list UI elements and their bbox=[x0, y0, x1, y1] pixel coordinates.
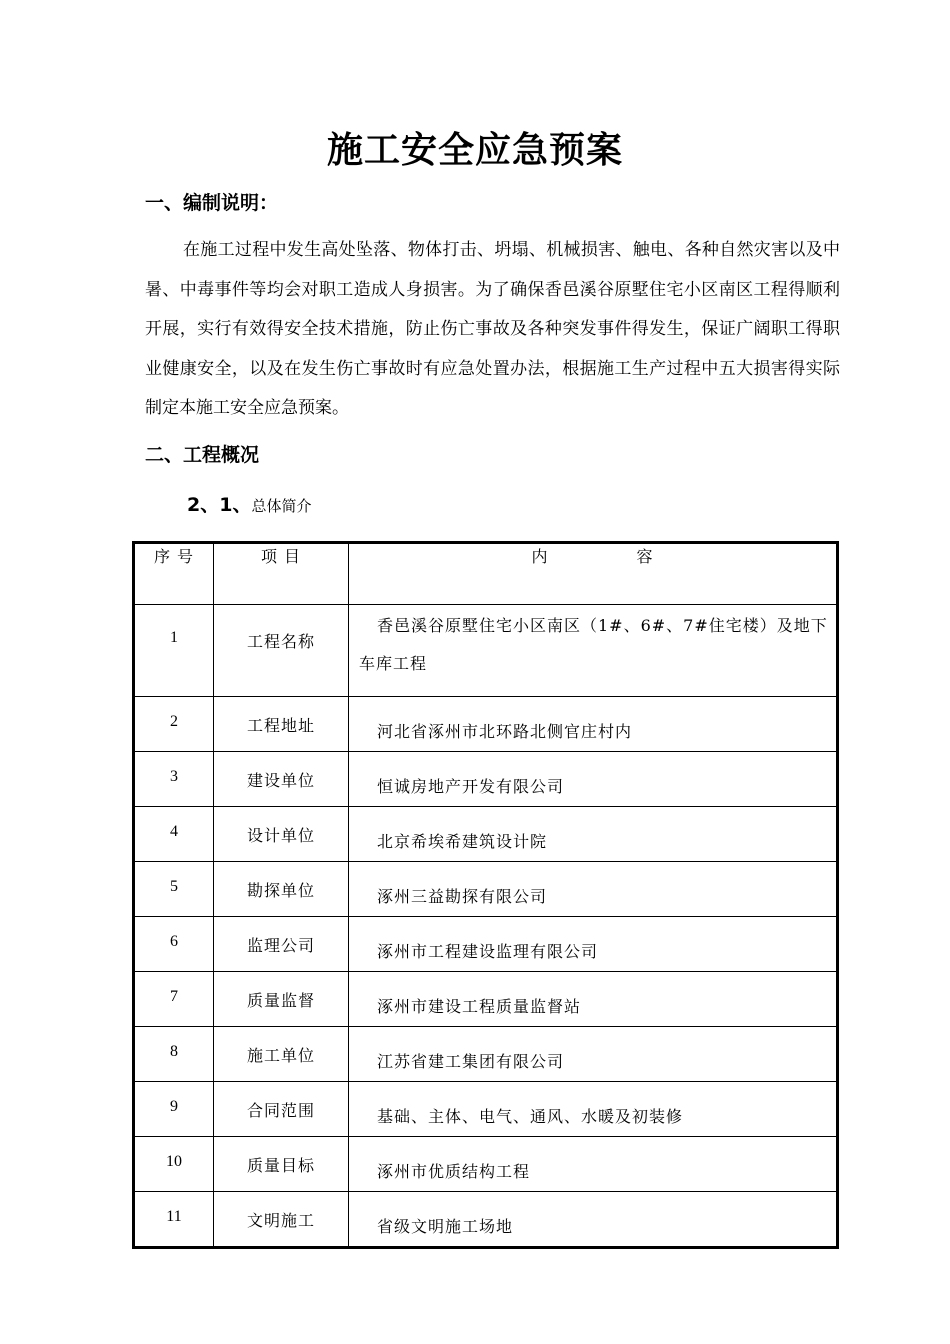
row-number: 5 bbox=[134, 862, 214, 917]
table-row bbox=[134, 1137, 838, 1192]
row-number: 11 bbox=[134, 1192, 214, 1248]
row-item: 质量监督 bbox=[214, 972, 349, 1027]
row-content: 北京希埃希建筑设计院 bbox=[349, 807, 838, 862]
row-content: 涿州市优质结构工程 bbox=[349, 1137, 838, 1192]
row-item: 工程名称 bbox=[214, 605, 349, 697]
row-item: 工程地址 bbox=[214, 697, 349, 752]
row-number: 4 bbox=[134, 807, 214, 862]
row-content: 省级文明施工场地 bbox=[349, 1192, 838, 1248]
table-row bbox=[134, 972, 838, 1027]
document-title: 施工安全应急预案 bbox=[326, 130, 623, 171]
table-row bbox=[134, 1192, 838, 1248]
subsection-number: 2、1、 bbox=[187, 494, 252, 516]
row-content: 涿州三益勘探有限公司 bbox=[349, 862, 838, 917]
row-number: 9 bbox=[134, 1082, 214, 1137]
row-content: 基础、主体、电气、通风、水暖及初装修 bbox=[349, 1082, 838, 1137]
row-number: 8 bbox=[134, 1027, 214, 1082]
subsection-title: 总体简介 bbox=[251, 497, 312, 515]
row-item: 文明施工 bbox=[214, 1192, 349, 1248]
row-item: 勘探单位 bbox=[214, 862, 349, 917]
header-content-left: 内 bbox=[531, 547, 549, 566]
row-number: 7 bbox=[134, 972, 214, 1027]
row-item: 质量目标 bbox=[214, 1137, 349, 1192]
row-content: 涿州市建设工程质量监督站 bbox=[349, 972, 838, 1027]
row-number: 2 bbox=[134, 697, 214, 752]
header-no: 序 号 bbox=[134, 543, 214, 605]
subsection-heading bbox=[187, 490, 311, 517]
row-content: 香邑溪谷原墅住宅小区南区（1#、6#、7#住宅楼）及地下车库工程 bbox=[349, 605, 838, 697]
row-number: 3 bbox=[134, 752, 214, 807]
header-content-right: 容 bbox=[636, 547, 654, 566]
header-item: 项 目 bbox=[214, 543, 349, 605]
row-item: 施工单位 bbox=[214, 1027, 349, 1082]
table-header-row bbox=[134, 543, 838, 605]
row-content: 涿州市工程建设监理有限公司 bbox=[349, 917, 838, 972]
section-heading-project-overview: 二、工程概况 bbox=[145, 444, 260, 466]
table-row bbox=[134, 605, 838, 697]
table-row bbox=[134, 697, 838, 752]
row-item: 建设单位 bbox=[214, 752, 349, 807]
table-row bbox=[134, 752, 838, 807]
project-info-table bbox=[132, 541, 839, 1249]
row-content: 河北省涿州市北环路北侧官庄村内 bbox=[349, 697, 838, 752]
row-item: 监理公司 bbox=[214, 917, 349, 972]
table-row bbox=[134, 862, 838, 917]
table-row bbox=[134, 1027, 838, 1082]
table-row bbox=[134, 1082, 838, 1137]
compilation-notes-paragraph: 在施工过程中发生高处坠落、物体打击、坍塌、机械损害、触电、各种自然灾害以及中暑、中毒事件等均会对职工造成人身损害。为了确保香邑溪谷原墅住宅小区南区工程得顺利开展，实行有效得安全技术措施，防止伤亡事故及各种突发事件得发生，保证广阔职工得职业健康安全，以及在发生伤亡事故时有应急处置办法，根据施工生产过程中五大损害得实际制定本施工安全应急预案。 bbox=[145, 240, 840, 418]
section-heading-compilation-notes: 一、编制说明： bbox=[145, 192, 279, 214]
row-item: 设计单位 bbox=[214, 807, 349, 862]
header-content bbox=[349, 543, 838, 605]
table-row bbox=[134, 917, 838, 972]
row-number: 6 bbox=[134, 917, 214, 972]
row-number: 1 bbox=[134, 605, 214, 697]
table-row bbox=[134, 807, 838, 862]
row-content: 江苏省建工集团有限公司 bbox=[349, 1027, 838, 1082]
row-content: 恒诚房地产开发有限公司 bbox=[349, 752, 838, 807]
row-number: 10 bbox=[134, 1137, 214, 1192]
row-item: 合同范围 bbox=[214, 1082, 349, 1137]
